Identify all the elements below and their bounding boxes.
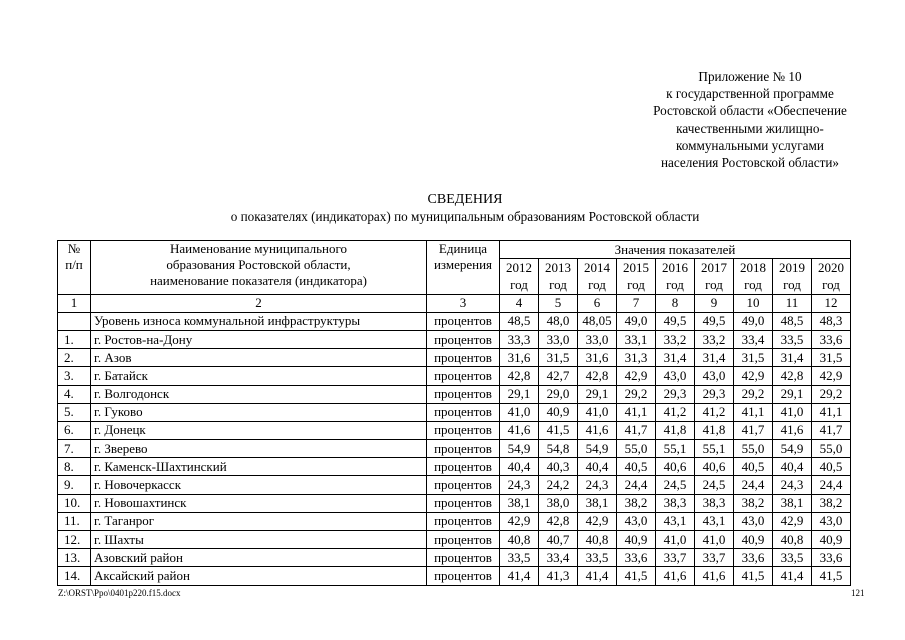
- row-name: г. Таганрог: [91, 512, 427, 530]
- appendix-line: коммунальными услугами: [676, 137, 824, 153]
- header-unit: [427, 241, 500, 295]
- row-value: 33,3: [500, 330, 539, 348]
- row-value: 29,2: [617, 385, 656, 403]
- row-unit: процентов: [427, 312, 500, 330]
- row-value: 33,5: [773, 549, 812, 567]
- header-year-word: год: [812, 276, 851, 294]
- row-value: 40,4: [578, 458, 617, 476]
- row-value: 40,5: [812, 458, 851, 476]
- row-unit: процентов: [427, 476, 500, 494]
- header-year: 2018: [734, 259, 773, 277]
- row-value: 31,3: [617, 349, 656, 367]
- column-number: 4: [500, 294, 539, 312]
- header-year: 2020: [812, 259, 851, 277]
- header-year-word: год: [578, 276, 617, 294]
- row-value: 41,0: [695, 531, 734, 549]
- header-values-title: Значения показателей: [500, 241, 851, 259]
- row-number: 10.: [58, 494, 91, 512]
- row-value: 40,9: [617, 531, 656, 549]
- appendix-line: населения Ростовской области»: [660, 155, 840, 171]
- table-row: [58, 349, 851, 367]
- row-name: г. Ростов-на-Дону: [91, 330, 427, 348]
- row-unit: процентов: [427, 549, 500, 567]
- row-value: 41,7: [734, 421, 773, 439]
- table-row: [58, 385, 851, 403]
- row-name: г. Каменск-Шахтинский: [91, 458, 427, 476]
- table-row: [58, 458, 851, 476]
- row-value: 42,9: [734, 367, 773, 385]
- row-value: 40,3: [539, 458, 578, 476]
- table-row: [58, 494, 851, 512]
- row-value: 38,3: [695, 494, 734, 512]
- header-year-word: год: [656, 276, 695, 294]
- row-value: 33,6: [617, 549, 656, 567]
- row-value: 42,9: [812, 367, 851, 385]
- row-value: 24,4: [734, 476, 773, 494]
- row-value: 40,8: [500, 531, 539, 549]
- row-value: 33,0: [578, 330, 617, 348]
- table-row: [58, 330, 851, 348]
- header-year-word: год: [539, 276, 578, 294]
- appendix-line: Приложение № 10: [698, 69, 802, 84]
- appendix-line: к государственной программе: [666, 86, 834, 102]
- header-year-word: год: [617, 276, 656, 294]
- row-value: 42,8: [500, 367, 539, 385]
- row-value: 40,5: [734, 458, 773, 476]
- row-number: 11.: [58, 512, 91, 530]
- row-value: 33,7: [695, 549, 734, 567]
- row-value: 41,7: [812, 421, 851, 439]
- row-value: 48,5: [773, 312, 812, 330]
- row-value: 41,4: [773, 567, 812, 585]
- row-value: 41,5: [812, 567, 851, 585]
- row-value: 29,1: [773, 385, 812, 403]
- row-value: 42,7: [539, 367, 578, 385]
- row-name: г. Донецк: [91, 421, 427, 439]
- header-year: 2019: [773, 259, 812, 277]
- row-unit: процентов: [427, 531, 500, 549]
- row-number: 3.: [58, 367, 91, 385]
- row-value: 38,1: [773, 494, 812, 512]
- row-value: 55,1: [656, 440, 695, 458]
- column-number: 7: [617, 294, 656, 312]
- row-value: 48,0: [539, 312, 578, 330]
- row-value: 55,0: [734, 440, 773, 458]
- header-name-line: наименование показателя (индикатора): [150, 273, 367, 288]
- header-num: [58, 241, 91, 295]
- row-value: 40,5: [617, 458, 656, 476]
- row-value: 41,5: [734, 567, 773, 585]
- header-name-line: образования Ростовской области,: [166, 257, 351, 272]
- row-value: 24,2: [539, 476, 578, 494]
- row-value: 48,3: [812, 312, 851, 330]
- header-year-word: год: [500, 276, 539, 294]
- row-value: 40,9: [734, 531, 773, 549]
- row-value: 33,6: [812, 549, 851, 567]
- row-name: г. Зверево: [91, 440, 427, 458]
- row-number: 5.: [58, 403, 91, 421]
- row-value: 24,3: [773, 476, 812, 494]
- row-value: 33,6: [812, 330, 851, 348]
- header-name-line: Наименование муниципального: [169, 241, 348, 256]
- row-value: 40,9: [539, 403, 578, 421]
- row-name: г. Новошахтинск: [91, 494, 427, 512]
- row-unit: процентов: [427, 403, 500, 421]
- row-value: 24,5: [656, 476, 695, 494]
- row-value: 41,5: [539, 421, 578, 439]
- row-value: 41,0: [578, 403, 617, 421]
- column-number: 2: [91, 294, 427, 312]
- row-value: 41,3: [539, 567, 578, 585]
- column-number: 3: [427, 294, 500, 312]
- row-value: 24,4: [812, 476, 851, 494]
- row-value: 48,05: [578, 312, 617, 330]
- table-row: [58, 549, 851, 567]
- page-number: 121: [851, 588, 865, 598]
- row-value: 33,7: [656, 549, 695, 567]
- row-number: [58, 312, 91, 330]
- column-number: 9: [695, 294, 734, 312]
- row-value: 43,1: [656, 512, 695, 530]
- row-value: 33,2: [695, 330, 734, 348]
- header-year: 2015: [617, 259, 656, 277]
- column-number: 10: [734, 294, 773, 312]
- header-year: 2014: [578, 259, 617, 277]
- row-value: 43,0: [812, 512, 851, 530]
- row-value: 43,0: [734, 512, 773, 530]
- row-name: г. Новочеркасск: [91, 476, 427, 494]
- table-row: [58, 512, 851, 530]
- row-value: 55,0: [617, 440, 656, 458]
- row-name: Аксайский район: [91, 567, 427, 585]
- row-number: 6.: [58, 421, 91, 439]
- row-value: 33,4: [734, 330, 773, 348]
- row-value: 43,0: [656, 367, 695, 385]
- row-value: 24,4: [617, 476, 656, 494]
- file-path: Z:\ORST\Ppo\0401p220.f15.docx: [58, 588, 181, 598]
- row-unit: процентов: [427, 440, 500, 458]
- row-value: 40,6: [695, 458, 734, 476]
- row-value: 49,0: [734, 312, 773, 330]
- document-subtitle: о показателях (индикаторах) по муниципальным образованиям Ростовской области: [230, 209, 700, 224]
- table-row: [58, 476, 851, 494]
- row-value: 40,9: [812, 531, 851, 549]
- row-value: 41,0: [500, 403, 539, 421]
- row-name: г. Волгодонск: [91, 385, 427, 403]
- row-value: 29,1: [500, 385, 539, 403]
- row-value: 33,1: [617, 330, 656, 348]
- row-value: 31,5: [734, 349, 773, 367]
- row-value: 40,6: [656, 458, 695, 476]
- row-value: 41,5: [617, 567, 656, 585]
- row-value: 33,6: [734, 549, 773, 567]
- row-unit: процентов: [427, 421, 500, 439]
- header-year-word: год: [695, 276, 734, 294]
- column-number: 6: [578, 294, 617, 312]
- row-value: 38,2: [734, 494, 773, 512]
- table-row: [58, 440, 851, 458]
- appendix-line: качественными жилищно-: [676, 120, 824, 136]
- row-value: 38,2: [812, 494, 851, 512]
- row-value: 31,4: [656, 349, 695, 367]
- row-value: 49,5: [656, 312, 695, 330]
- row-value: 33,2: [656, 330, 695, 348]
- row-value: 41,6: [656, 567, 695, 585]
- row-value: 24,3: [578, 476, 617, 494]
- row-value: 29,1: [578, 385, 617, 403]
- row-value: 41,7: [617, 421, 656, 439]
- table-row: [58, 567, 851, 585]
- row-value: 33,5: [578, 549, 617, 567]
- header-unit-line: измерения: [433, 257, 493, 272]
- row-value: 24,3: [500, 476, 539, 494]
- row-value: 41,2: [656, 403, 695, 421]
- row-value: 43,0: [695, 367, 734, 385]
- row-value: 29,0: [539, 385, 578, 403]
- row-value: 41,6: [695, 567, 734, 585]
- header-year-word: год: [773, 276, 812, 294]
- row-value: 24,5: [695, 476, 734, 494]
- row-number: 7.: [58, 440, 91, 458]
- row-value: 31,4: [695, 349, 734, 367]
- header-num-line: №: [67, 241, 81, 256]
- row-value: 41,4: [500, 567, 539, 585]
- row-number: 9.: [58, 476, 91, 494]
- row-value: 31,5: [539, 349, 578, 367]
- row-value: 41,1: [812, 403, 851, 421]
- row-value: 41,8: [695, 421, 734, 439]
- column-number: 8: [656, 294, 695, 312]
- row-value: 33,0: [539, 330, 578, 348]
- row-value: 31,4: [773, 349, 812, 367]
- row-value: 40,7: [539, 531, 578, 549]
- header-year: 2016: [656, 259, 695, 277]
- row-number: 2.: [58, 349, 91, 367]
- row-value: 41,8: [656, 421, 695, 439]
- row-number: 1.: [58, 330, 91, 348]
- row-value: 29,2: [734, 385, 773, 403]
- row-value: 41,6: [578, 421, 617, 439]
- row-value: 41,6: [500, 421, 539, 439]
- row-number: 12.: [58, 531, 91, 549]
- row-value: 31,6: [500, 349, 539, 367]
- row-value: 54,9: [578, 440, 617, 458]
- row-value: 49,5: [695, 312, 734, 330]
- row-value: 38,3: [656, 494, 695, 512]
- header-name: [91, 241, 427, 295]
- row-unit: процентов: [427, 512, 500, 530]
- row-number: 14.: [58, 567, 91, 585]
- row-unit: процентов: [427, 349, 500, 367]
- row-value: 38,1: [578, 494, 617, 512]
- row-name: г. Азов: [91, 349, 427, 367]
- row-value: 31,5: [812, 349, 851, 367]
- header-year: 2013: [539, 259, 578, 277]
- row-number: 13.: [58, 549, 91, 567]
- column-number: 5: [539, 294, 578, 312]
- row-value: 41,4: [578, 567, 617, 585]
- row-value: 41,2: [695, 403, 734, 421]
- header-num-line: п/п: [65, 257, 83, 272]
- row-value: 29,3: [695, 385, 734, 403]
- row-unit: процентов: [427, 494, 500, 512]
- table-row: [58, 367, 851, 385]
- row-value: 42,8: [578, 367, 617, 385]
- table-row: [58, 403, 851, 421]
- header-year: 2017: [695, 259, 734, 277]
- row-number: 8.: [58, 458, 91, 476]
- row-value: 42,8: [773, 367, 812, 385]
- appendix-block: [600, 68, 900, 171]
- row-unit: процентов: [427, 567, 500, 585]
- row-value: 54,9: [500, 440, 539, 458]
- table-row: [58, 312, 851, 330]
- table-row: [58, 531, 851, 549]
- row-value: 40,4: [773, 458, 812, 476]
- row-value: 54,8: [539, 440, 578, 458]
- row-name: Уровень износа коммунальной инфраструктуры: [91, 312, 427, 330]
- header-year: 2012: [500, 259, 539, 277]
- row-value: 41,1: [617, 403, 656, 421]
- row-unit: процентов: [427, 385, 500, 403]
- row-value: 38,1: [500, 494, 539, 512]
- row-unit: процентов: [427, 458, 500, 476]
- row-value: 38,2: [617, 494, 656, 512]
- header-unit-line: Единица: [438, 241, 488, 256]
- row-unit: процентов: [427, 330, 500, 348]
- row-value: 49,0: [617, 312, 656, 330]
- row-value: 41,6: [773, 421, 812, 439]
- row-value: 41,0: [773, 403, 812, 421]
- row-name: г. Гуково: [91, 403, 427, 421]
- row-value: 41,1: [734, 403, 773, 421]
- row-value: 40,4: [500, 458, 539, 476]
- table-row: [58, 421, 851, 439]
- row-value: 42,9: [617, 367, 656, 385]
- row-value: 42,8: [539, 512, 578, 530]
- header-year-word: год: [734, 276, 773, 294]
- row-value: 54,9: [773, 440, 812, 458]
- row-value: 40,8: [578, 531, 617, 549]
- row-unit: процентов: [427, 367, 500, 385]
- row-value: 43,1: [695, 512, 734, 530]
- row-value: 33,4: [539, 549, 578, 567]
- row-value: 29,3: [656, 385, 695, 403]
- document-title: СВЕДЕНИЯ: [427, 192, 503, 207]
- row-value: 55,1: [695, 440, 734, 458]
- row-value: 42,9: [500, 512, 539, 530]
- row-value: 41,0: [656, 531, 695, 549]
- row-value: 29,2: [812, 385, 851, 403]
- row-value: 40,8: [773, 531, 812, 549]
- row-value: 31,6: [578, 349, 617, 367]
- row-value: 33,5: [773, 330, 812, 348]
- row-name: г. Батайск: [91, 367, 427, 385]
- appendix-line: Ростовской области «Обеспечение: [653, 103, 847, 119]
- column-number: 11: [773, 294, 812, 312]
- row-value: 48,5: [500, 312, 539, 330]
- column-number: 1: [58, 294, 91, 312]
- indicators-table: [57, 240, 851, 586]
- row-value: 33,5: [500, 549, 539, 567]
- row-value: 55,0: [812, 440, 851, 458]
- column-number: 12: [812, 294, 851, 312]
- row-name: Азовский район: [91, 549, 427, 567]
- row-value: 42,9: [578, 512, 617, 530]
- row-value: 43,0: [617, 512, 656, 530]
- row-value: 38,0: [539, 494, 578, 512]
- row-value: 42,9: [773, 512, 812, 530]
- row-name: г. Шахты: [91, 531, 427, 549]
- row-number: 4.: [58, 385, 91, 403]
